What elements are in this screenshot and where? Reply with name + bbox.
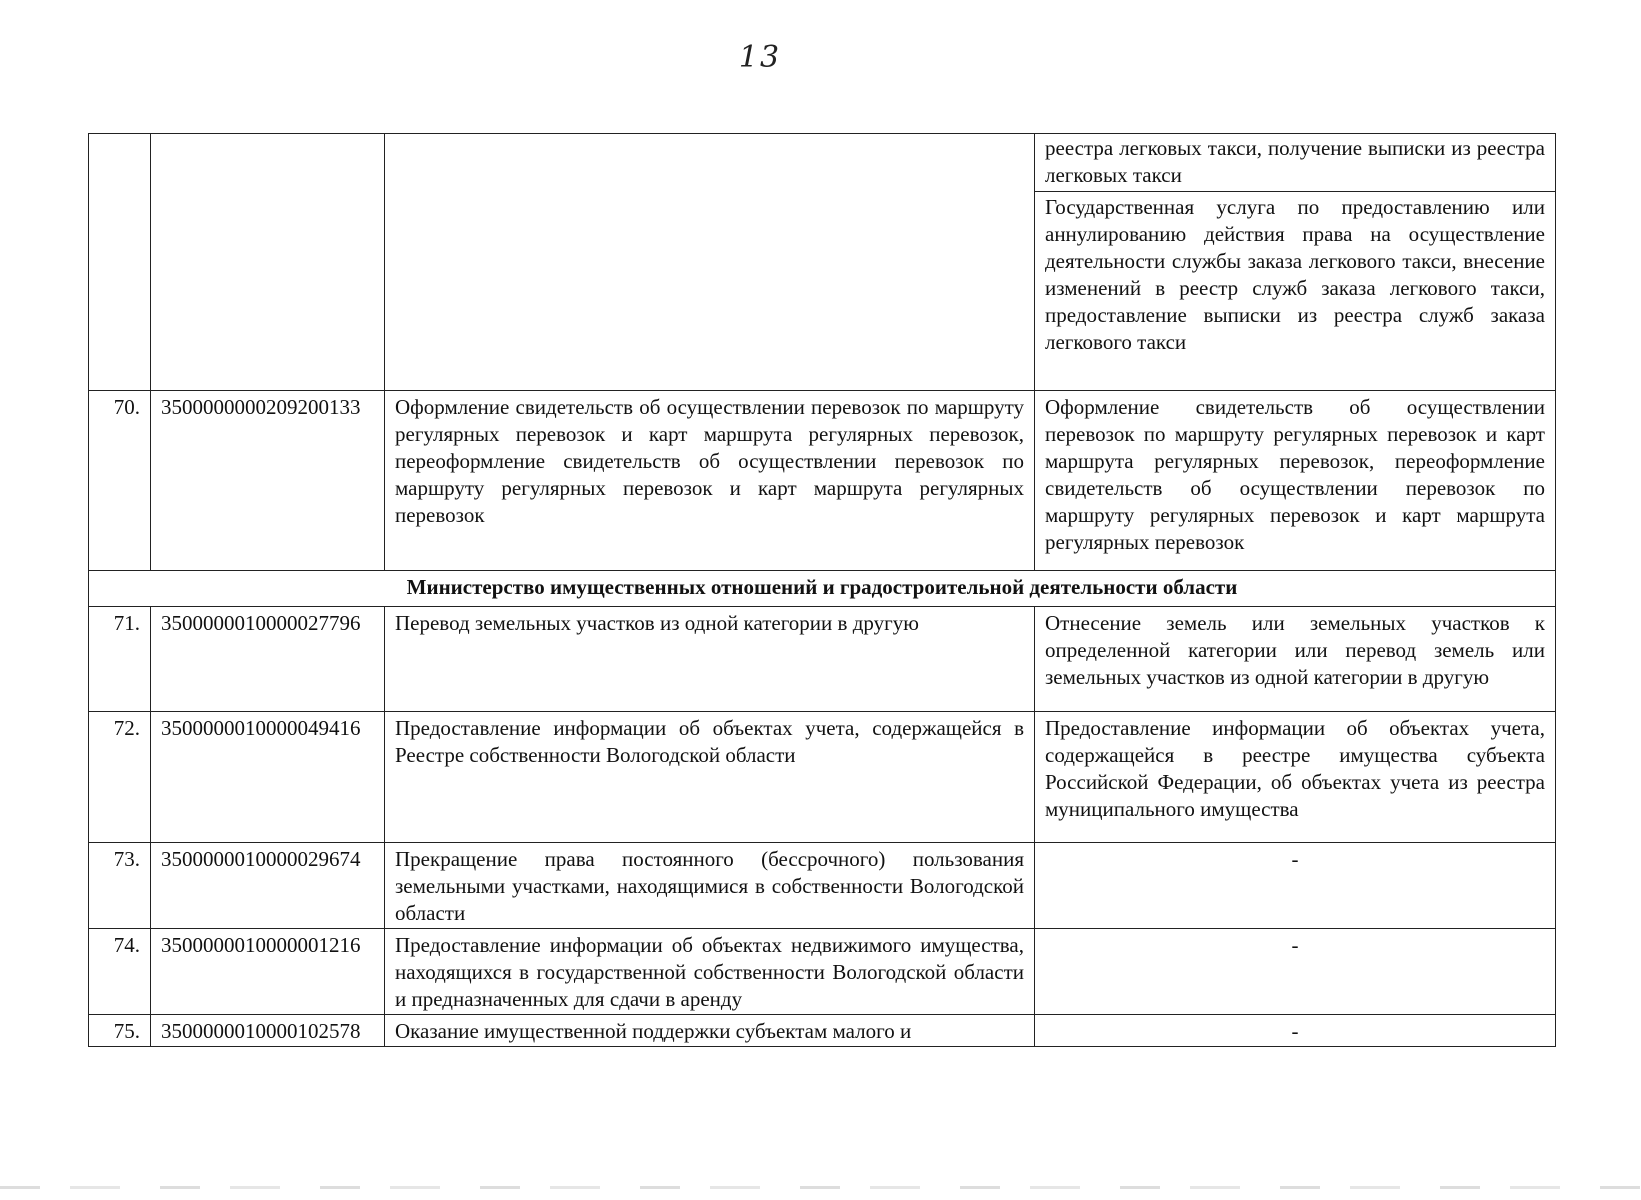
federal-service-cell: - [1035,929,1556,1015]
table-row [89,607,1556,712]
registry-code-cell: 3500000010000029674 [151,843,385,929]
row-number-cell: 74. [89,929,151,1015]
table-row [89,391,1556,571]
federal-service-cell: - [1035,843,1556,929]
section-heading-row [89,571,1556,607]
services-registry-table [88,133,1556,1047]
table-row [89,1015,1556,1047]
scan-edge-artifact [0,1186,1641,1189]
table-row [89,843,1556,929]
service-name-cell: Предоставление информации об объектах учета, содержащейся в Реестре собственности Вологодской области [385,712,1035,843]
service-name-cell: Перевод земельных участков из одной категории в другую [385,607,1035,712]
federal-service-text: Государственная услуга по предоставлению или аннулированию действия права на осуществление деятельности службы заказа легкового такси, внесение изменений в реестр служб заказа легкового такси, предоставление выписки из реестра служб заказа легкового такси [1035,191,1555,356]
row-number-cell [89,134,151,391]
section-title: Министерство имущественных отношений и градостроительной деятельности области [89,571,1556,607]
table-row [89,712,1556,843]
row-number-cell: 73. [89,843,151,929]
table-row [89,929,1556,1015]
registry-code-cell: 3500000010000027796 [151,607,385,712]
federal-service-cell [1035,134,1556,391]
registry-code-cell: 3500000000209200133 [151,391,385,571]
row-number-cell: 72. [89,712,151,843]
registry-code-cell: 3500000010000102578 [151,1015,385,1047]
table-row [89,134,1556,391]
federal-service-text: реестра легковых такси, получение выписки из реестра легковых такси [1045,136,1545,187]
row-number-cell: 75. [89,1015,151,1047]
registry-code-cell [151,134,385,391]
registry-code-cell: 3500000010000001216 [151,929,385,1015]
row-number-cell: 71. [89,607,151,712]
page-number: 13 [738,40,782,75]
federal-service-cell: Оформление свидетельств об осуществлении перевозок по маршруту регулярных перевозок и карт маршрута регулярных перевозок, переоформление свидетельств об осуществлении перевозок по маршруту регулярных перевозок и карт маршрута регулярных перевозок [1035,391,1556,571]
service-name-cell: Предоставление информации об объектах недвижимого имущества, находящихся в государственной собственности Вологодской области и предназначенных для сдачи в аренду [385,929,1035,1015]
service-name-cell: Оформление свидетельств об осуществлении перевозок по маршруту регулярных перевозок и карт маршрута регулярных перевозок, переоформление свидетельств об осуществлении перевозок по маршруту регулярных перевозок и карт маршрута регулярных перевозок [385,391,1035,571]
service-name-cell [385,134,1035,391]
service-name-cell: Оказание имущественной поддержки субъектам малого и [385,1015,1035,1047]
row-number-cell: 70. [89,391,151,571]
federal-service-cell: Предоставление информации об объектах учета, содержащейся в реестре имущества субъекта Российской Федерации, об объектах учета из реестра муниципального имущества [1035,712,1556,843]
registry-code-cell: 3500000010000049416 [151,712,385,843]
federal-service-cell: - [1035,1015,1556,1047]
service-name-cell: Прекращение права постоянного (бессрочного) пользования земельными участками, находящимися в собственности Вологодской области [385,843,1035,929]
federal-service-cell: Отнесение земель или земельных участков к определенной категории или перевод земель или земельных участков из одной категории в другую [1035,607,1556,712]
